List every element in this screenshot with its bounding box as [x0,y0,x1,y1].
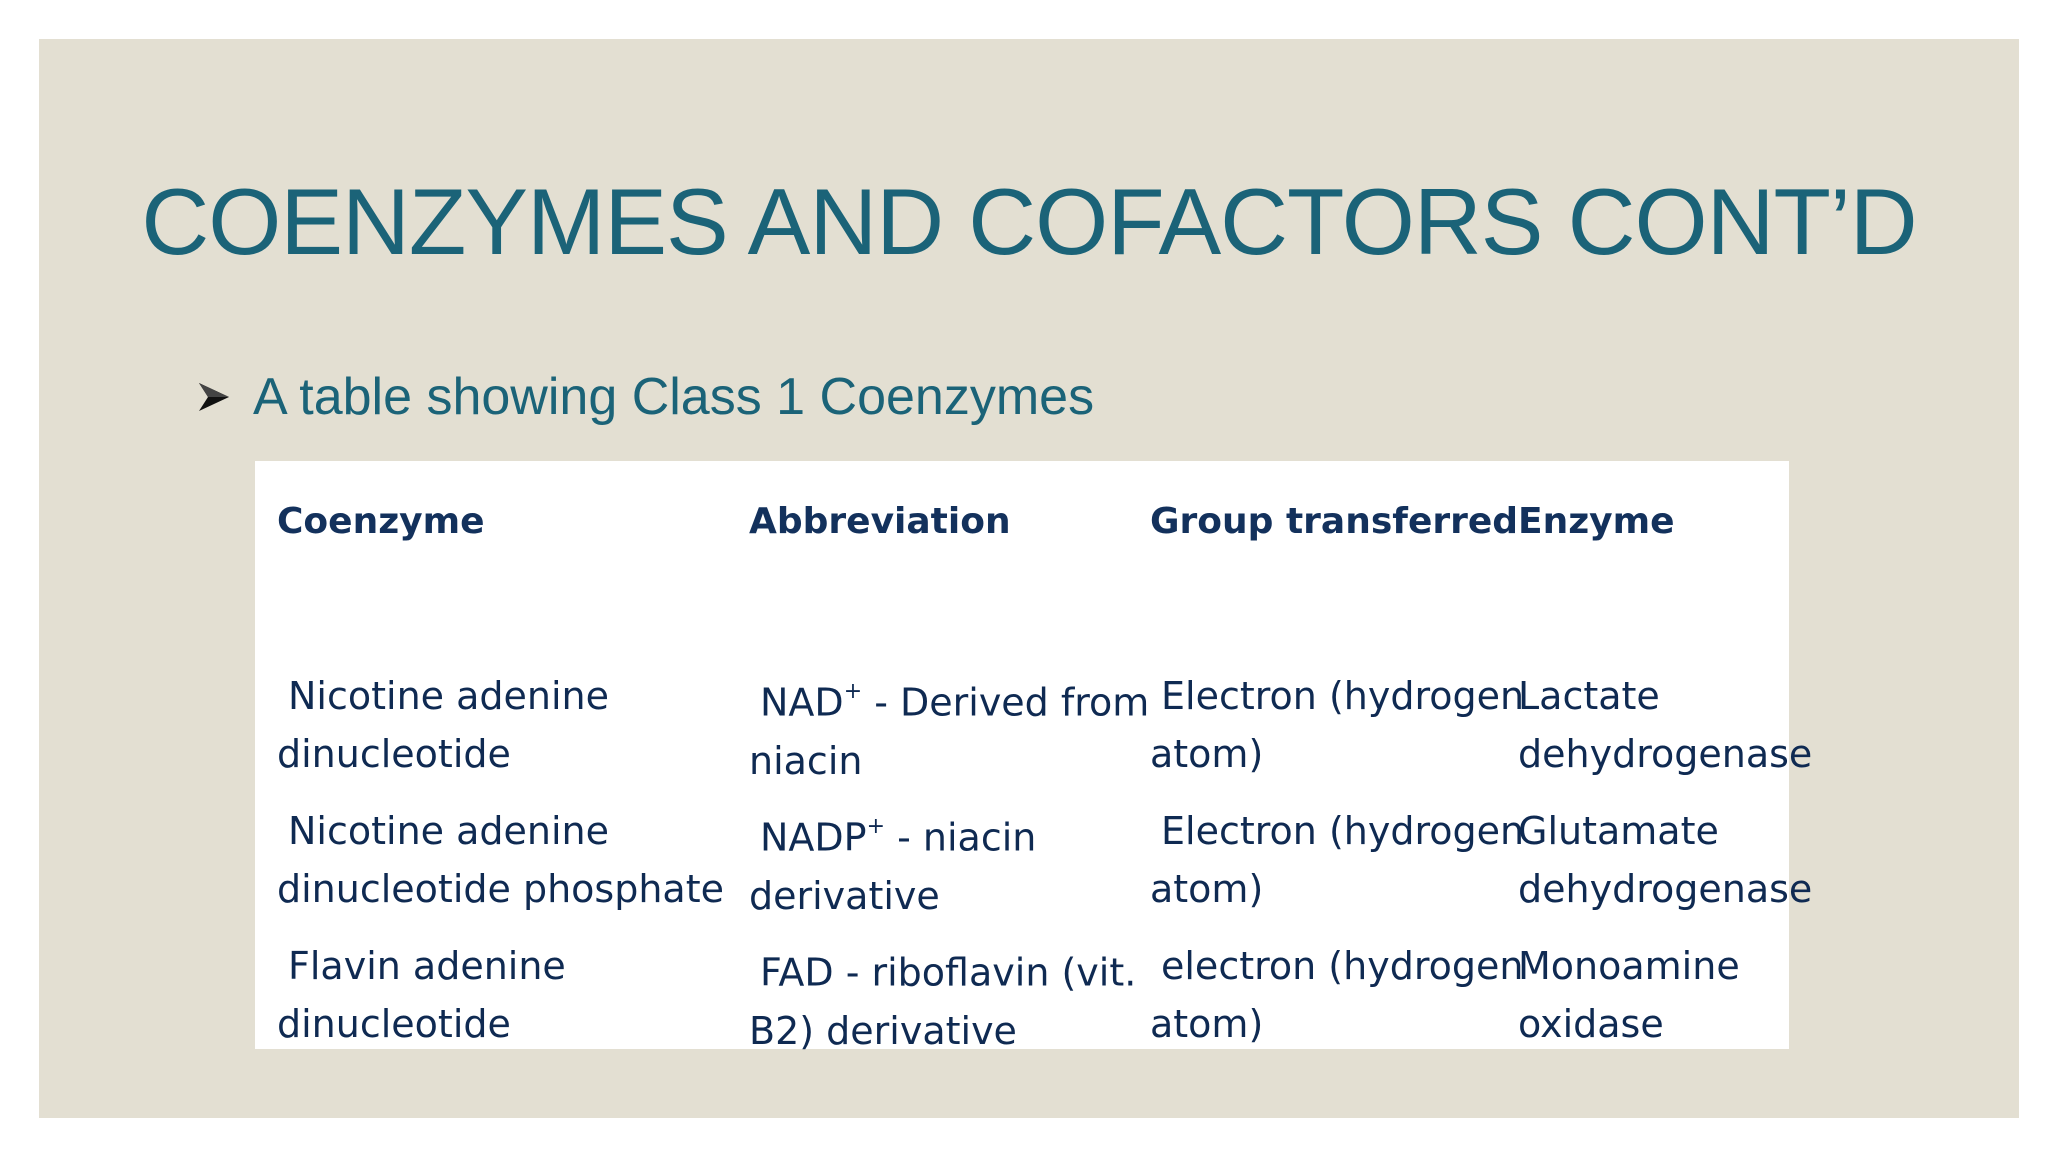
arrowhead-bullet-icon [197,380,231,414]
table-row-2-abbreviation: NADP+ - niacin derivative [749,814,1037,918]
table-row-3-group: electron (hydrogen atom) [1150,944,1524,1046]
bullet-item [197,362,1094,432]
table-row-2-coenzyme: Nicotine adenine dinucleotide phosphate [277,809,724,911]
table-row-2-group: Electron (hydrogen atom) [1150,809,1525,911]
slide-title: COENZYMES AND COFACTORS CONT’D [141,169,1917,274]
coenzyme-table [255,461,1813,1053]
table-row-1-coenzyme: Nicotine adenine dinucleotide [277,674,610,776]
table-row-3-coenzyme: Flavin adenine dinucleotide [277,944,566,1046]
bullet-text: A table showing Class 1 Coenzymes [253,368,1095,426]
header-abbreviation: Abbreviation [749,501,1011,542]
table-row-1-abbreviation: NAD+ - Derived from niacin [749,679,1150,783]
slide [39,39,2019,1118]
table-row-3-enzyme: Monoamine oxidase [1518,944,1740,1046]
table-row-2-enzyme: Glutamate dehydrogenase [1518,809,1813,911]
header-enzyme: Enzyme [1518,501,1675,542]
table-row-1-group: Electron (hydrogen atom) [1150,674,1525,776]
table-row-1-enzyme: Lactate dehydrogenase [1518,674,1813,776]
table-row-3-abbreviation: FAD - riboflavin (vit. B2) derivative [749,950,1137,1053]
header-coenzyme: Coenzyme [277,501,485,542]
header-group-transferred: Group transferred [1150,501,1519,542]
